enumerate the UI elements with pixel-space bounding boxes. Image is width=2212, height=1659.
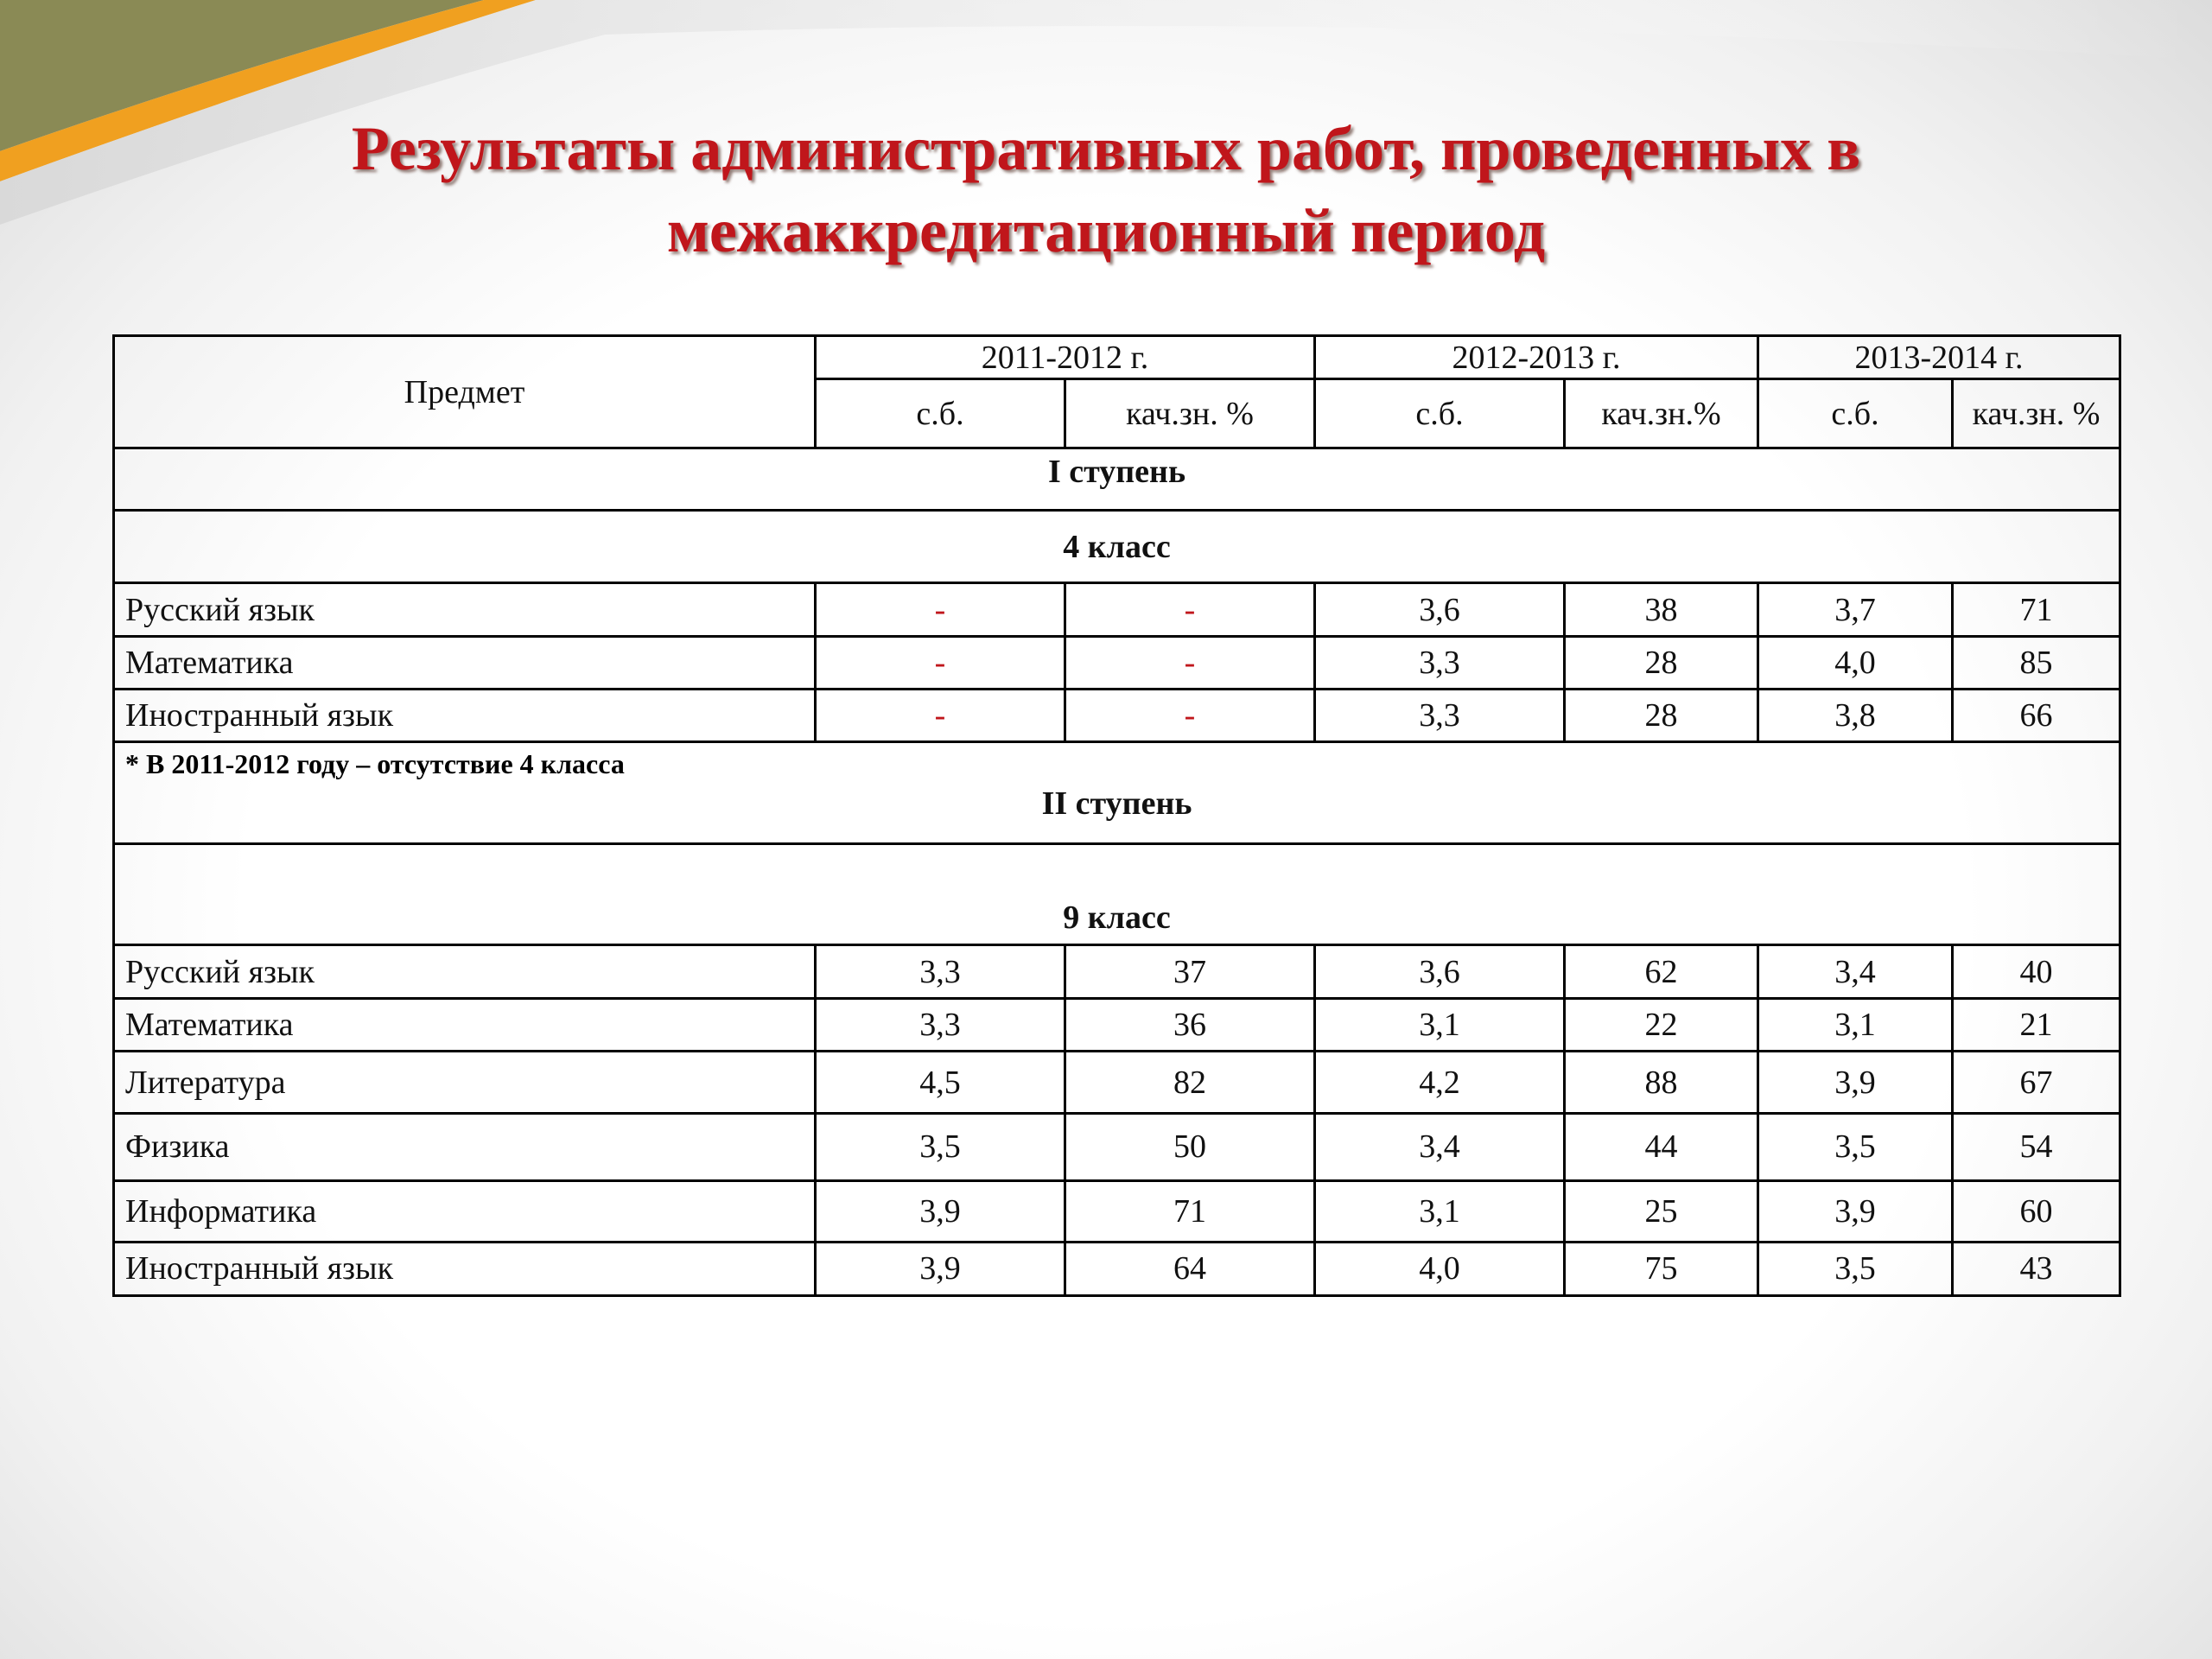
stage-1-label: I ступень (114, 448, 2120, 511)
value-cell: 4,0 (1315, 1242, 1565, 1295)
value-cell: 38 (1565, 583, 1758, 636)
value-cell: 67 (1953, 1052, 2120, 1113)
value-cell: 3,5 (816, 1113, 1065, 1180)
value-cell: 28 (1565, 689, 1758, 741)
value-cell: 60 (1953, 1180, 2120, 1242)
slide-title (0, 108, 2212, 272)
value-cell: - (1065, 636, 1315, 689)
value-cell: 3,1 (1315, 999, 1565, 1052)
results-table-wrapper (112, 334, 2119, 1297)
subject-cell: Физика (114, 1113, 816, 1180)
value-cell: 75 (1565, 1242, 1758, 1295)
subject-cell: Математика (114, 999, 816, 1052)
value-cell: 3,3 (1315, 689, 1565, 741)
value-cell: 3,3 (816, 999, 1065, 1052)
value-cell: 4,2 (1315, 1052, 1565, 1113)
grade-9-label: 9 класс (114, 844, 2120, 945)
value-cell: 25 (1565, 1180, 1758, 1242)
value-cell: 62 (1565, 945, 1758, 999)
value-cell: 40 (1953, 945, 2120, 999)
value-cell: - (816, 583, 1065, 636)
value-cell: 71 (1953, 583, 2120, 636)
note-row (114, 741, 2120, 843)
value-cell: 3,1 (1315, 1180, 1565, 1242)
value-cell: - (816, 636, 1065, 689)
value-cell: 3,9 (816, 1180, 1065, 1242)
value-cell: 22 (1565, 999, 1758, 1052)
subject-cell: Иностранный язык (114, 1242, 816, 1295)
value-cell: 37 (1065, 945, 1315, 999)
value-cell: 21 (1953, 999, 2120, 1052)
value-cell: 88 (1565, 1052, 1758, 1113)
table-row (114, 636, 2120, 689)
title-line-2: межаккредитационный период (666, 196, 1546, 265)
value-cell: 3,5 (1758, 1242, 1953, 1295)
table-row (114, 1180, 2120, 1242)
value-cell: 36 (1065, 999, 1315, 1052)
value-cell: 3,5 (1758, 1113, 1953, 1180)
value-cell: - (816, 689, 1065, 741)
value-cell: 43 (1953, 1242, 2120, 1295)
subject-header: Предмет (114, 336, 816, 448)
value-cell: 82 (1065, 1052, 1315, 1113)
metric-header: кач.зн. % (1065, 379, 1315, 448)
year-header-2011: 2011-2012 г. (816, 336, 1315, 379)
footnote-text: * В 2011-2012 году – отсутствие 4 класса (125, 747, 625, 779)
title-line-1: Результаты административных работ, проведенных в (351, 114, 1861, 183)
value-cell: 3,9 (1758, 1052, 1953, 1113)
value-cell: 85 (1953, 636, 2120, 689)
subject-cell: Литература (114, 1052, 816, 1113)
value-cell: 3,8 (1758, 689, 1953, 741)
stage-2-label: II ступень (1041, 785, 1192, 822)
value-cell: 3,1 (1758, 999, 1953, 1052)
table-row (114, 1052, 2120, 1113)
header-row-years (114, 336, 2120, 379)
table-row (114, 1113, 2120, 1180)
metric-header: кач.зн.% (1565, 379, 1758, 448)
value-cell: 54 (1953, 1113, 2120, 1180)
value-cell: 4,0 (1758, 636, 1953, 689)
value-cell: 64 (1065, 1242, 1315, 1295)
subject-cell: Русский язык (114, 583, 816, 636)
value-cell: 3,3 (1315, 636, 1565, 689)
metric-header: с.б. (1758, 379, 1953, 448)
value-cell: 3,3 (816, 945, 1065, 999)
table-row (114, 999, 2120, 1052)
subject-cell: Математика (114, 636, 816, 689)
note-cell (114, 741, 2120, 843)
value-cell: 71 (1065, 1180, 1315, 1242)
metric-header: с.б. (816, 379, 1065, 448)
table-row (114, 945, 2120, 999)
value-cell: 3,6 (1315, 583, 1565, 636)
value-cell: 66 (1953, 689, 2120, 741)
value-cell: 3,9 (816, 1242, 1065, 1295)
value-cell: 3,4 (1758, 945, 1953, 999)
value-cell: 3,4 (1315, 1113, 1565, 1180)
metric-header: с.б. (1315, 379, 1565, 448)
year-header-2012: 2012-2013 г. (1315, 336, 1758, 379)
table-row (114, 689, 2120, 741)
value-cell: 3,9 (1758, 1180, 1953, 1242)
value-cell: 44 (1565, 1113, 1758, 1180)
value-cell: 3,7 (1758, 583, 1953, 636)
value-cell: 4,5 (816, 1052, 1065, 1113)
grade-row (114, 511, 2120, 583)
table-row (114, 1242, 2120, 1295)
value-cell: 3,6 (1315, 945, 1565, 999)
grade-4-label: 4 класс (114, 511, 2120, 583)
stage-row (114, 448, 2120, 511)
table-row (114, 583, 2120, 636)
value-cell: - (1065, 689, 1315, 741)
value-cell: 50 (1065, 1113, 1315, 1180)
metric-header: кач.зн. % (1953, 379, 2120, 448)
grade-row (114, 844, 2120, 945)
value-cell: - (1065, 583, 1315, 636)
subject-cell: Иностранный язык (114, 689, 816, 741)
subject-cell: Информатика (114, 1180, 816, 1242)
year-header-2013: 2013-2014 г. (1758, 336, 2120, 379)
value-cell: 28 (1565, 636, 1758, 689)
results-table (112, 334, 2121, 1297)
subject-cell: Русский язык (114, 945, 816, 999)
